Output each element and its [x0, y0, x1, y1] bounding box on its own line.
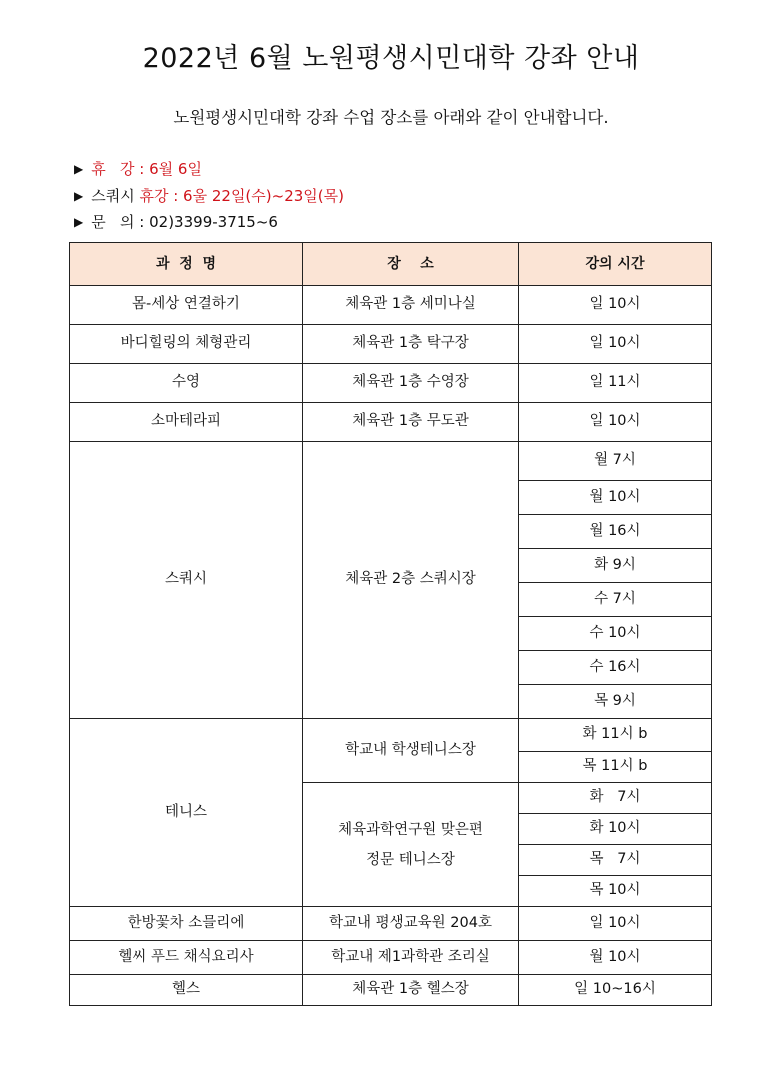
page-title: 2022년 6월 노원평생시민대학 강좌 안내 — [142, 43, 640, 74]
table-row — [70, 941, 712, 975]
time-cell: 목 9시 — [519, 685, 712, 719]
time-cell: 화 9시 — [519, 549, 712, 583]
time-cell: 월 7시 — [519, 442, 712, 481]
place-line: 체육과학연구원 맞은편 — [338, 821, 483, 838]
place-cell: 체육관 1층 수영장 — [303, 364, 519, 403]
triangle-bullet-icon: ▶ — [74, 162, 84, 176]
header-time: 강의 시간 — [519, 243, 712, 286]
triangle-bullet-icon: ▶ — [74, 189, 84, 203]
notice-contact-label: 문 의 — [91, 213, 135, 231]
course-cell: 스쿼시 — [70, 442, 303, 719]
time-cell: 목 7시 — [519, 845, 712, 876]
course-cell: 몸-세상 연결하기 — [70, 286, 303, 325]
notice-holiday-label: 휴 강 — [91, 160, 135, 178]
table-row — [70, 325, 712, 364]
time-cell: 화 11시 b — [519, 719, 712, 752]
schedule-table — [69, 242, 712, 1006]
notice-contact — [74, 211, 278, 232]
time-cell: 화 7시 — [519, 783, 712, 814]
table-row — [70, 442, 712, 481]
notice-holiday — [74, 158, 202, 179]
time-cell: 목 10시 — [519, 876, 712, 907]
place-cell: 체육관 1층 무도관 — [303, 403, 519, 442]
notice-contact-value: : 02)3399-3715~6 — [134, 213, 278, 231]
course-cell: 수영 — [70, 364, 303, 403]
time-cell: 수 16시 — [519, 651, 712, 685]
table-row — [70, 403, 712, 442]
time-cell: 수 10시 — [519, 617, 712, 651]
course-cell: 헬씨 푸드 채식요리사 — [70, 941, 303, 975]
time-cell: 월 10시 — [519, 481, 712, 515]
notice-holiday-value: : 6월 6일 — [134, 160, 202, 178]
time-cell: 목 11시 b — [519, 752, 712, 783]
course-cell: 한방꽃차 소믈리에 — [70, 907, 303, 941]
notice-squash-value: 휴강 : 6울 22일(수)~23일(목) — [139, 187, 344, 205]
header-place: 장 소 — [303, 243, 519, 286]
time-cell: 일 10시 — [519, 286, 712, 325]
place-line: 정문 테니스장 — [366, 851, 455, 868]
table-header-row — [70, 243, 712, 286]
table-row — [70, 975, 712, 1006]
time-cell: 화 10시 — [519, 814, 712, 845]
notice-squash-label: 스쿼시 — [91, 187, 140, 205]
notice-squash — [74, 185, 344, 206]
time-cell: 일 10시 — [519, 403, 712, 442]
page-subtitle: 노원평생시민대학 강좌 수업 장소를 아래와 같이 안내합니다. — [173, 108, 609, 127]
place-cell: 학교내 제1과학관 조리실 — [303, 941, 519, 975]
table-row — [70, 364, 712, 403]
time-cell: 일 10시 — [519, 325, 712, 364]
place-cell: 학교내 평생교육원 204호 — [303, 907, 519, 941]
table-row — [70, 907, 712, 941]
time-cell: 일 10~16시 — [519, 975, 712, 1006]
place-cell: 체육관 2층 스쿼시장 — [303, 442, 519, 719]
time-cell: 월 16시 — [519, 515, 712, 549]
time-cell: 월 10시 — [519, 941, 712, 975]
time-cell: 일 10시 — [519, 907, 712, 941]
header-course: 과 정 명 — [70, 243, 303, 286]
course-cell: 바디힐링의 체형관리 — [70, 325, 303, 364]
place-cell: 학교내 학생테니스장 — [303, 719, 519, 783]
course-cell: 테니스 — [70, 719, 303, 907]
place-cell: 체육관 1층 탁구장 — [303, 325, 519, 364]
triangle-bullet-icon: ▶ — [74, 215, 84, 229]
place-cell: 체육관 1층 세미나실 — [303, 286, 519, 325]
place-cell: 체육관 1층 헬스장 — [303, 975, 519, 1006]
table-row — [70, 286, 712, 325]
course-cell: 소마테라피 — [70, 403, 303, 442]
table-row — [70, 719, 712, 752]
place-cell — [303, 783, 519, 907]
time-cell: 수 7시 — [519, 583, 712, 617]
time-cell: 일 11시 — [519, 364, 712, 403]
course-cell: 헬스 — [70, 975, 303, 1006]
